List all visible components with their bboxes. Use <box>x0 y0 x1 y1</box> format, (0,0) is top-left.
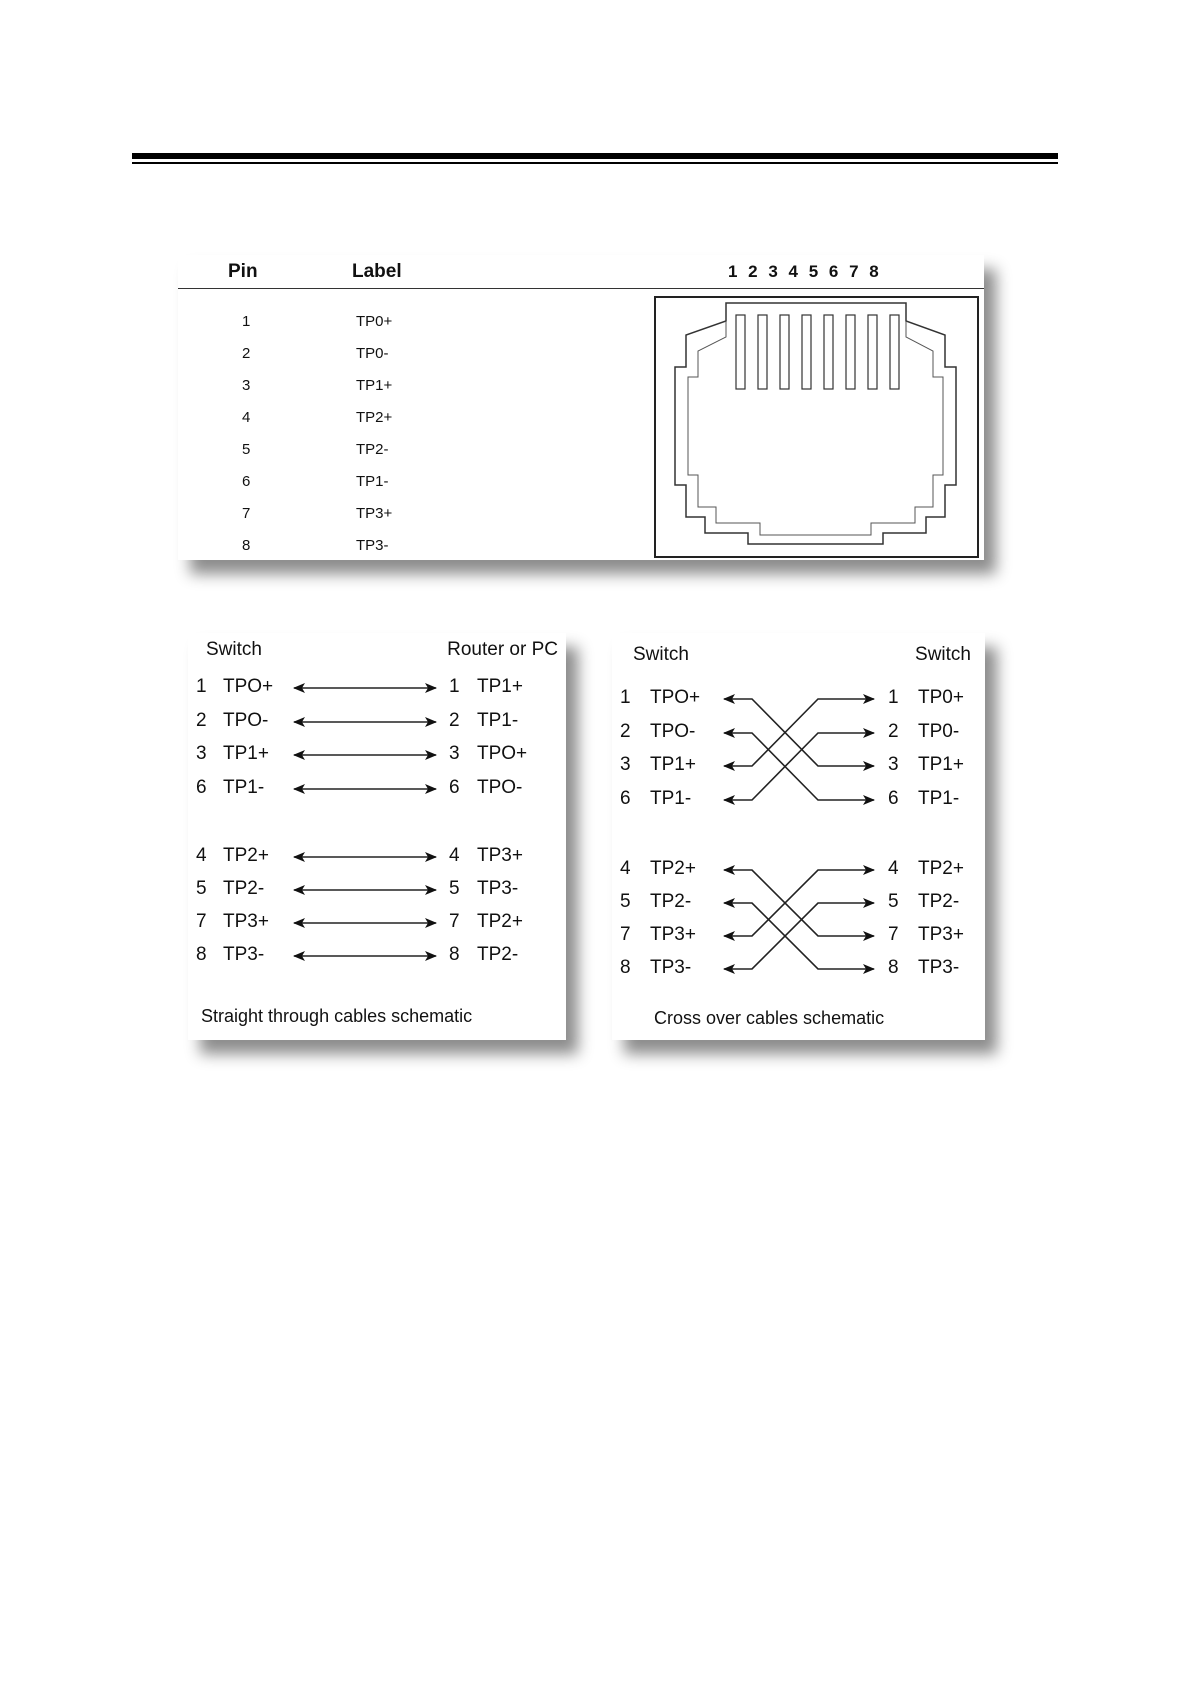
connector-frame <box>655 297 978 557</box>
rj45-connector-drawing <box>178 255 984 560</box>
pin-label: TP0+ <box>356 313 393 330</box>
right-pin-number: 4 <box>888 858 899 879</box>
left-pin-number: 6 <box>620 788 631 809</box>
pin-number: 1 <box>242 313 251 330</box>
left-pin-number: 2 <box>196 710 207 731</box>
right-pin-label: TP1+ <box>477 676 523 697</box>
left-pin-label: TP1+ <box>223 743 269 764</box>
pin-label: TP1+ <box>356 377 393 394</box>
straight-through-panel <box>188 633 566 1040</box>
pin-number: 4 <box>242 409 251 426</box>
right-pin-number: 2 <box>888 721 899 742</box>
left-pin-number: 5 <box>620 891 631 912</box>
pin-number: 2 <box>242 345 251 362</box>
pin-label: TP3+ <box>356 505 393 522</box>
right-pin-number: 4 <box>449 845 460 866</box>
right-pin-label: TP2+ <box>477 911 523 932</box>
right-pin-number: 1 <box>888 687 899 708</box>
left-pin-number: 3 <box>196 743 207 764</box>
right-pin-label: TP2- <box>918 891 960 912</box>
left-pin-number: 5 <box>196 878 207 899</box>
left-pin-label: TP3+ <box>650 924 696 945</box>
left-pin-label: TPO+ <box>650 687 701 708</box>
straight-left-title: Switch <box>206 639 262 660</box>
right-pin-number: 7 <box>888 924 899 945</box>
right-pin-label: TP3+ <box>477 845 523 866</box>
left-pin-label: TPO- <box>650 721 696 742</box>
left-pin-label: TP2- <box>223 878 265 899</box>
right-pin-label: TPO- <box>477 777 523 798</box>
crossover-caption: Cross over cables schematic <box>654 1008 885 1028</box>
right-pin-label: TP1- <box>477 710 519 731</box>
left-pin-number: 1 <box>620 687 631 708</box>
rj45-pinout-panel <box>178 255 984 560</box>
crossover-left-title: Switch <box>633 644 689 665</box>
label-column-header: Label <box>352 261 402 282</box>
left-pin-number: 7 <box>620 924 631 945</box>
pin-number: 6 <box>242 473 251 490</box>
pin-number: 3 <box>242 377 251 394</box>
left-pin-label: TP3+ <box>223 911 269 932</box>
right-pin-number: 8 <box>449 944 460 965</box>
straight-wires <box>188 633 566 1040</box>
left-pin-label: TP2- <box>650 891 692 912</box>
left-pin-label: TP3- <box>650 957 692 978</box>
straight-caption: Straight through cables schematic <box>201 1006 473 1026</box>
left-pin-label: TP3- <box>223 944 265 965</box>
left-pin-label: TP2+ <box>223 845 269 866</box>
left-pin-number: 2 <box>620 721 631 742</box>
pin-label: TP2- <box>356 441 389 458</box>
pin-number: 8 <box>242 537 251 554</box>
crossover-wires <box>612 633 985 1040</box>
left-pin-number: 7 <box>196 911 207 932</box>
pin-label: TP0- <box>356 345 389 362</box>
pin-number: 7 <box>242 505 251 522</box>
right-pin-number: 5 <box>449 878 460 899</box>
header-rule-thick <box>132 153 1058 159</box>
right-pin-number: 1 <box>449 676 460 697</box>
pin-label: TP3- <box>356 537 389 554</box>
left-pin-number: 6 <box>196 777 207 798</box>
right-pin-label: TP0+ <box>918 687 964 708</box>
left-pin-label: TP1+ <box>650 754 696 775</box>
pin-column-header: Pin <box>228 261 258 282</box>
right-pin-number: 7 <box>449 911 460 932</box>
right-pin-number: 6 <box>888 788 899 809</box>
right-pin-number: 3 <box>888 754 899 775</box>
pin-label: TP1- <box>356 473 389 490</box>
connector-contacts <box>736 315 899 389</box>
connector-pin-numbers: 1 2 3 4 5 6 7 8 <box>728 262 882 281</box>
right-pin-label: TP1- <box>918 788 960 809</box>
right-pin-label: TP2+ <box>918 858 964 879</box>
left-pin-label: TP2+ <box>650 858 696 879</box>
left-pin-number: 8 <box>620 957 631 978</box>
right-pin-number: 6 <box>449 777 460 798</box>
left-pin-number: 8 <box>196 944 207 965</box>
right-pin-label: TP3+ <box>918 924 964 945</box>
left-pin-label: TP1- <box>223 777 265 798</box>
right-pin-label: TP3- <box>918 957 960 978</box>
right-pin-number: 5 <box>888 891 899 912</box>
left-pin-label: TP1- <box>650 788 692 809</box>
left-pin-number: 4 <box>620 858 631 879</box>
right-pin-label: TP3- <box>477 878 519 899</box>
left-pin-number: 3 <box>620 754 631 775</box>
left-pin-number: 1 <box>196 676 207 697</box>
left-pin-label: TPO+ <box>223 676 274 697</box>
right-pin-label: TP0- <box>918 721 960 742</box>
crossover-panel <box>612 633 985 1040</box>
right-pin-number: 2 <box>449 710 460 731</box>
left-pin-number: 4 <box>196 845 207 866</box>
straight-right-title: Router or PC <box>447 639 558 660</box>
left-pin-label: TPO- <box>223 710 269 731</box>
pin-number: 5 <box>242 441 251 458</box>
connector-jack-outline <box>675 303 956 544</box>
crossover-right-title: Switch <box>915 644 971 665</box>
connector-inner-outline <box>688 321 943 535</box>
right-pin-label: TP1+ <box>918 754 964 775</box>
pin-label: TP2+ <box>356 409 393 426</box>
right-pin-label: TP2- <box>477 944 519 965</box>
right-pin-number: 8 <box>888 957 899 978</box>
header-rule-thin <box>132 162 1058 164</box>
right-pin-number: 3 <box>449 743 460 764</box>
right-pin-label: TPO+ <box>477 743 528 764</box>
